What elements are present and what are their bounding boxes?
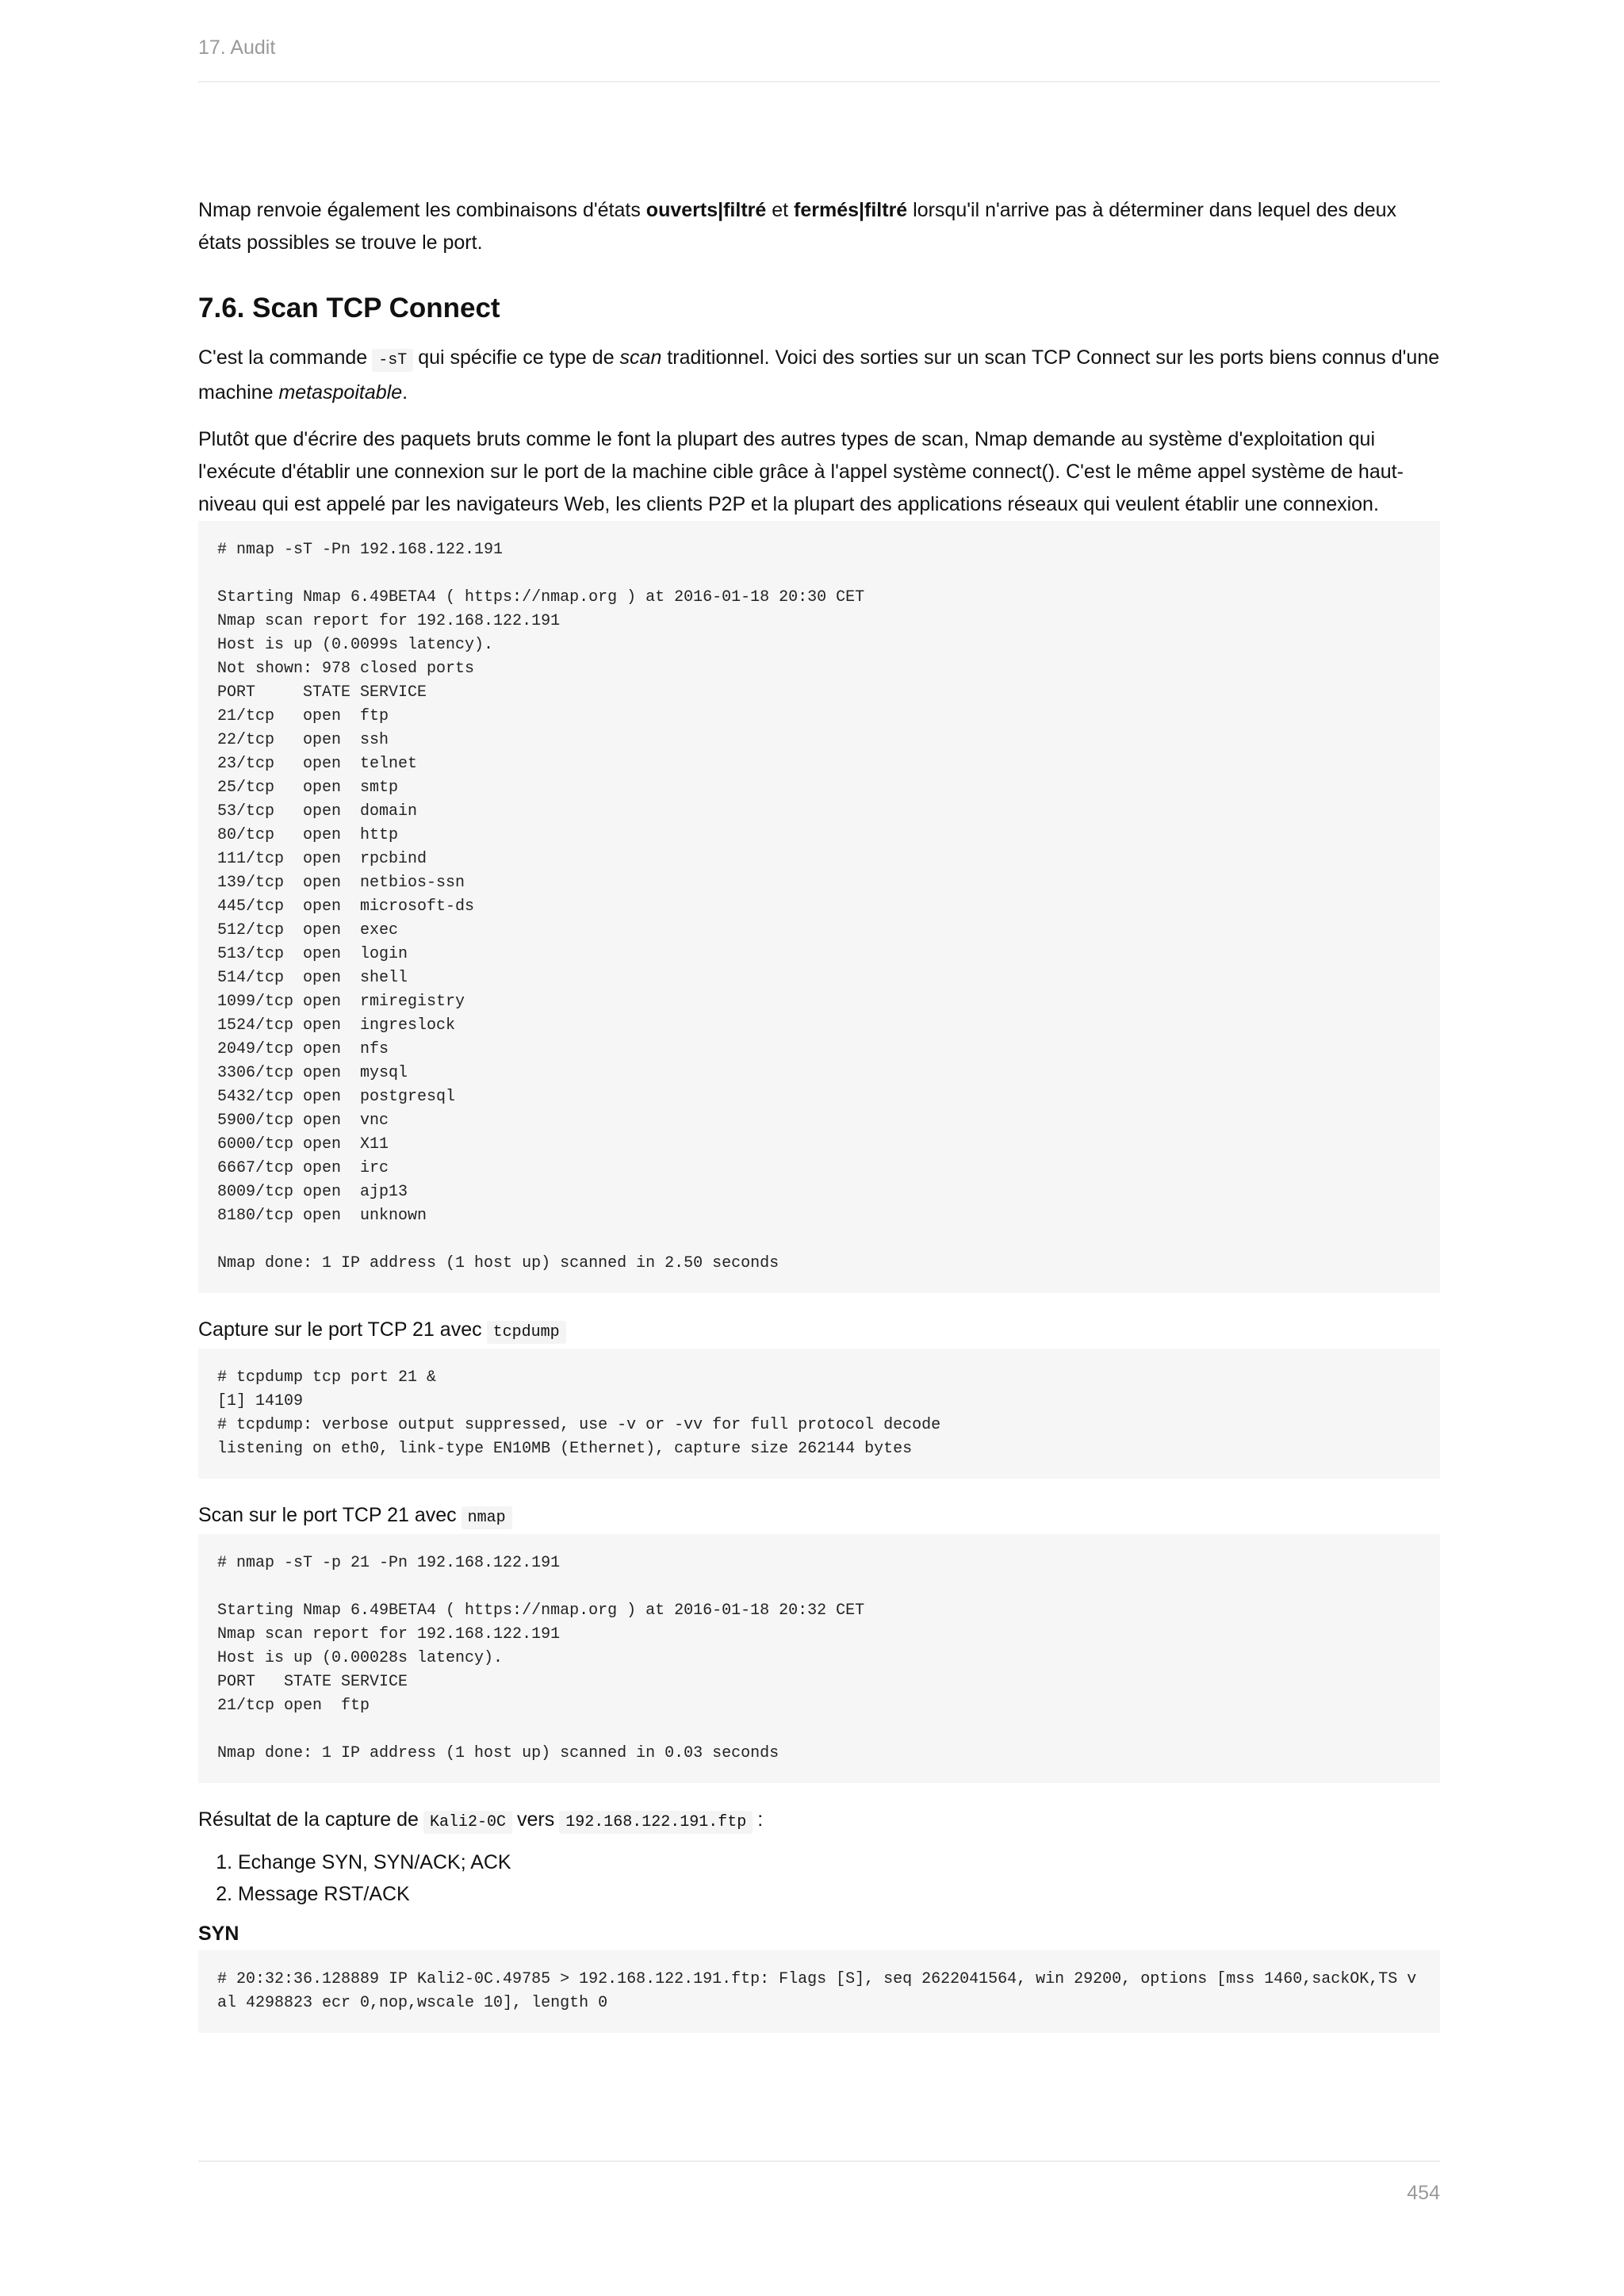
para1-text-3: traditionnel. Voici des sorties sur un scan TCP Connect sur les ports biens connus d'une machine bbox=[198, 346, 1440, 404]
inline-code-target: 192.168.122.191.ftp bbox=[559, 1811, 753, 1834]
code-block-nmap-port21: # nmap -sT -p 21 -Pn 192.168.122.191 Starting Nmap 6.49BETA4 ( https://nmap.org ) at 2016-01-18 20:32 CET Nmap scan report for 192.168.122.191 Host is up (0.00028s latency). PORT STATE SERVICE 21/tcp open ftp Nmap done: 1 IP address (1 host up) scanned in 0.03 seconds bbox=[198, 1534, 1440, 1783]
inline-code-tcpdump: tcpdump bbox=[487, 1321, 566, 1344]
intro-text-2: et bbox=[766, 199, 795, 221]
syn-label-text: SYN bbox=[198, 1923, 239, 1945]
para1-em-scan: scan bbox=[619, 346, 662, 369]
para1-text-1: C'est la commande bbox=[198, 346, 368, 369]
page-content bbox=[198, 194, 1440, 2033]
footer-divider bbox=[198, 2160, 1440, 2162]
result-paragraph bbox=[198, 1804, 1440, 1839]
page-number: 454 bbox=[1407, 2182, 1440, 2204]
syn-label bbox=[198, 1918, 1440, 1950]
section-title: 7.6. Scan TCP Connect bbox=[198, 293, 500, 323]
intro-text-3: lorsqu'il n'arrive pas à déterminer dans lequel des deux états possibles se trouve le port. bbox=[198, 199, 1397, 254]
para-connect-explanation: Plutôt que d'écrire des paquets bruts comme le font la plupart des autres types de scan, Nmap demande au système d'exploitation qui l'exécute d'établir une connexion sur le port de la machine cible grâce à l'appel système connect(). C'est le même appel système de haut-niveau qui est appelé par les navigateurs Web, les clients P2P et la plupart des applications réseaux qui veulent établir une connexion. bbox=[198, 428, 1404, 515]
scan-text: Scan sur le port TCP 21 avec bbox=[198, 1504, 457, 1526]
intro-bold-open-filtered: ouverts|filtré bbox=[645, 199, 767, 221]
inline-code-nmap: nmap bbox=[462, 1506, 512, 1529]
list-item: 1. Echange SYN, SYN/ACK; ACK bbox=[238, 1846, 1440, 1878]
intro-text-1: Nmap renvoie également les combinaisons d'états bbox=[198, 199, 646, 221]
code-block-syn: # 20:32:36.128889 IP Kali2-0C.49785 > 192.168.122.191.ftp: Flags [S], seq 2622041564, win 29200, options [mss 1460,sackOK,TS val 4298823 ecr 0,nop,wscale 10], length 0 bbox=[198, 1950, 1440, 2033]
code-block-nmap-scan: # nmap -sT -Pn 192.168.122.191 Starting Nmap 6.49BETA4 ( https://nmap.org ) at 2016-01-18 20:30 CET Nmap scan report for 192.168.122.191 Host is up (0.0099s latency). Not shown: 978 closed ports PORT STATE SERVICE 21/tcp open ftp 22/tcp open ssh 23/tcp open telnet 25/tcp open smtp 53/tcp open domain 80/tcp open http 111/tcp open rpcbind 139/tcp open netbios-ssn 445/tcp open microsoft-ds 512/tcp open exec 513/tcp open login 514/tcp open shell 1099/tcp open rmiregistry 1524/tcp open ingreslock 2049/tcp open nfs 3306/tcp open mysql 5432/tcp open postgresql 5900/tcp open vnc 6000/tcp open X11 6667/tcp open irc 8009/tcp open ajp13 8180/tcp open unknown Nmap done: 1 IP address (1 host up) scanned in 2.50 seconds bbox=[198, 521, 1440, 1293]
para-command bbox=[198, 342, 1440, 409]
result-text-2: vers bbox=[516, 1808, 555, 1831]
scan-paragraph bbox=[198, 1499, 1440, 1534]
inline-code-sT: -sT bbox=[372, 349, 413, 372]
list-item: 2. Message RST/ACK bbox=[238, 1878, 1440, 1910]
capture-paragraph bbox=[198, 1314, 1440, 1349]
inline-code-kali: Kali2-0C bbox=[423, 1811, 512, 1834]
para1-em-metaspoitable: metaspoitable bbox=[278, 381, 403, 404]
result-text-1: Résultat de la capture de bbox=[198, 1808, 419, 1831]
intro-bold-closed-filtered: fermés|filtré bbox=[794, 199, 908, 221]
capture-text: Capture sur le port TCP 21 avec bbox=[198, 1318, 482, 1341]
exchange-list bbox=[198, 1846, 1440, 1910]
code-block-tcpdump: # tcpdump tcp port 21 & [1] 14109 # tcpdump: verbose output suppressed, use -v or -vv for full protocol decode listening on eth0, link-type EN10MB (Ethernet), capture size 262144 bytes bbox=[198, 1349, 1440, 1479]
intro-paragraph bbox=[198, 194, 1440, 259]
para1-text-4: . bbox=[402, 381, 408, 404]
running-header: 17. Audit bbox=[198, 36, 276, 59]
header-divider bbox=[198, 81, 1440, 82]
para1-text-2: qui spécifie ce type de bbox=[418, 346, 620, 369]
result-text-3: : bbox=[757, 1808, 764, 1831]
